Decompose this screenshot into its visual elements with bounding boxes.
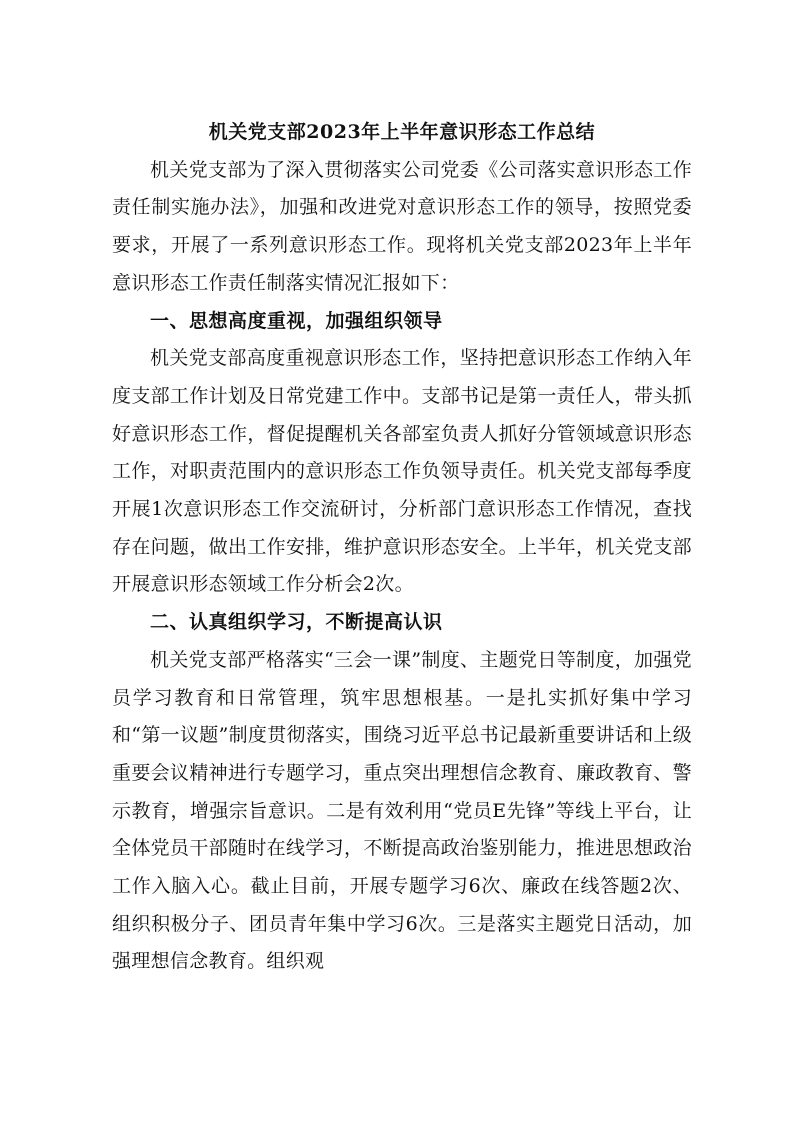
- document-title: 机关党支部2023年上半年意识形态工作总结: [208, 121, 596, 143]
- section-body-2: 机关党支部严格落实“三会一课”制度、主题党日等制度，加强党员学习教育和日常管理，筑牢思想根基。一是扎实抓好集中学习和“第一议题”制度贯彻落实，围绕习近平总书记最新重要讲话和上级重要会议精神进行专题学习，重点突出理想信念教育、廉政教育、警示教育，增强宗旨意识。二是有效利用“党员E先锋”等线上平台，让全体党员干部随时在线学习，不断提高政治鉴别能力，推进思想政治工作入脑入心。截止目前，开展专题学习6次、廉政在线答题2次、组织积极分子、团员青年集中学习6次。三是落实主题党日活动，加强理想信念教育。组织观: [112, 648, 692, 973]
- section-heading-2: 二、认真组织学习，不断提高认识: [150, 611, 443, 634]
- document-body: [112, 114, 692, 981]
- intro-paragraph: 机关党支部为了深入贯彻落实公司党委《公司落实意识形态工作责任制实施办法》，加强和改进党对意识形态工作的领导，按照党委要求，开展了一系列意识形态工作。现将机关党支部2023年上半年意识形态工作责任制落实情况汇报如下：: [112, 158, 692, 294]
- section-heading-1: 一、思想高度重视，加强组织领导: [150, 309, 443, 332]
- section-body-1: 机关党支部高度重视意识形态工作，坚持把意识形态工作纳入年度支部工作计划及日常党建工作中。支部书记是第一责任人，带头抓好意识形态工作，督促提醒机关各部室负责人抓好分管领域意识形态工作，对职责范围内的意识形态工作负领导责任。机关党支部每季度开展1次意识形态工作交流研讨，分析部门意识形态工作情况，查找存在问题，做出工作安排，维护意识形态安全。上半年，机关党支部开展意识形态领域工作分析会2次。: [112, 347, 692, 596]
